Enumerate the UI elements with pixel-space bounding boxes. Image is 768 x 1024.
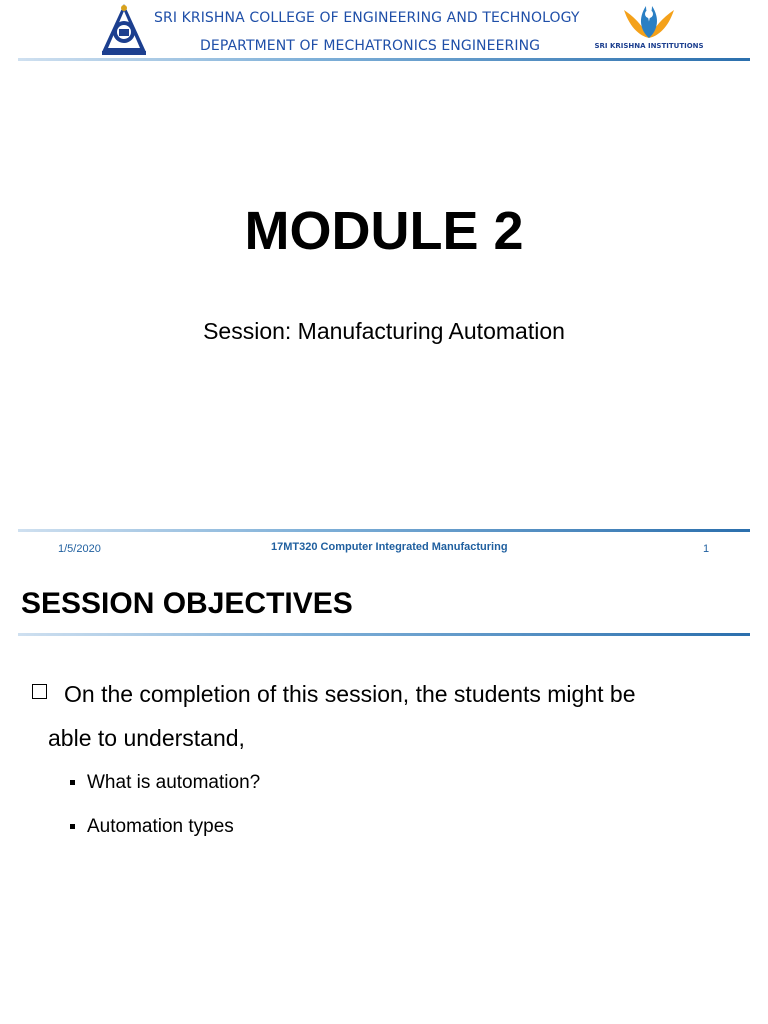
session-objectives-title: SESSION OBJECTIVES: [21, 587, 353, 620]
footer-page-number: 1: [703, 543, 710, 555]
institution-logo-text: SRI KRISHNA INSTITUTIONS: [594, 42, 704, 50]
objective-text-line2: able to understand,: [48, 725, 245, 751]
college-emblem-icon: [100, 2, 148, 56]
objective-text-line1: On the completion of this session, the students might be: [64, 681, 636, 707]
list-item: Automation types: [87, 816, 234, 837]
small-square-bullet-icon: [70, 780, 75, 785]
footer-divider: [18, 529, 750, 532]
small-square-bullet-icon: [70, 824, 75, 829]
title-divider: [18, 633, 750, 636]
footer-date: 1/5/2020: [58, 543, 101, 555]
list-item: What is automation?: [87, 772, 261, 793]
footer-course: 17MT320 Computer Integrated Manufacturing: [271, 541, 508, 553]
module-title: MODULE 2: [244, 201, 524, 261]
header-divider: [18, 58, 750, 61]
institution-flame-icon: [594, 2, 704, 58]
college-name: SRI KRISHNA COLLEGE OF ENGINEERING AND TECHNOLOGY: [154, 10, 580, 26]
session-subtitle: Session: Manufacturing Automation: [203, 318, 565, 344]
department-name: DEPARTMENT OF MECHATRONICS ENGINEERING: [200, 38, 541, 54]
square-bullet-icon: [32, 684, 47, 699]
